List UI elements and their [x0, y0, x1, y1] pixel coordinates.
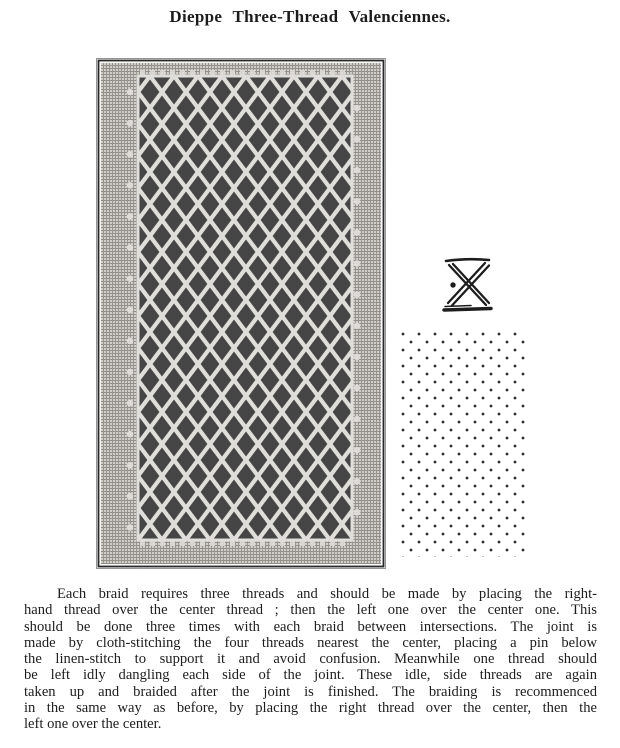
paragraph-line: hand thread over the center thread ; then the left one over the center one. This [24, 602, 597, 619]
photo-grain-texture [98, 60, 384, 567]
lace-sample-photo [96, 58, 386, 569]
lace-photo-image [96, 58, 386, 569]
page-title: Dieppe Three-Thread Valenciennes. [169, 7, 451, 26]
paragraph-line: Each braid requires three threads and should be made by placing the right- [57, 586, 597, 602]
paragraph-line: left one over the center. [24, 716, 162, 733]
thread-crossing-diagram [441, 254, 493, 316]
paragraph-line: should be done three times with each braid between intersections. The joint is [24, 618, 597, 635]
instruction-paragraph [24, 586, 597, 733]
bottom-bar-line [444, 309, 491, 311]
diagonal-b2 [452, 266, 489, 306]
paragraph-line: made by cloth-stitching the four threads nearest the center, placing a pin below [24, 634, 597, 651]
crossing-diagram-drawing [441, 254, 493, 316]
paragraph-line: the linen-stitch to support it and avoid confusion. Meanwhile one thread should [24, 651, 597, 668]
paragraph-line: in the same way as before, by placing the right thread over the center, then the [24, 700, 597, 717]
top-bar-line [446, 259, 489, 261]
bottom-bar-inner-line [445, 306, 471, 307]
paragraph-line: taken up and braided after the joint is finished. The braiding is recommenced [24, 683, 597, 700]
pin-dot [450, 282, 455, 287]
paragraph-line: be left idly dangling each side of the joint. These idle, side threads are again [24, 667, 597, 684]
pricking-dot-pattern [400, 332, 525, 557]
